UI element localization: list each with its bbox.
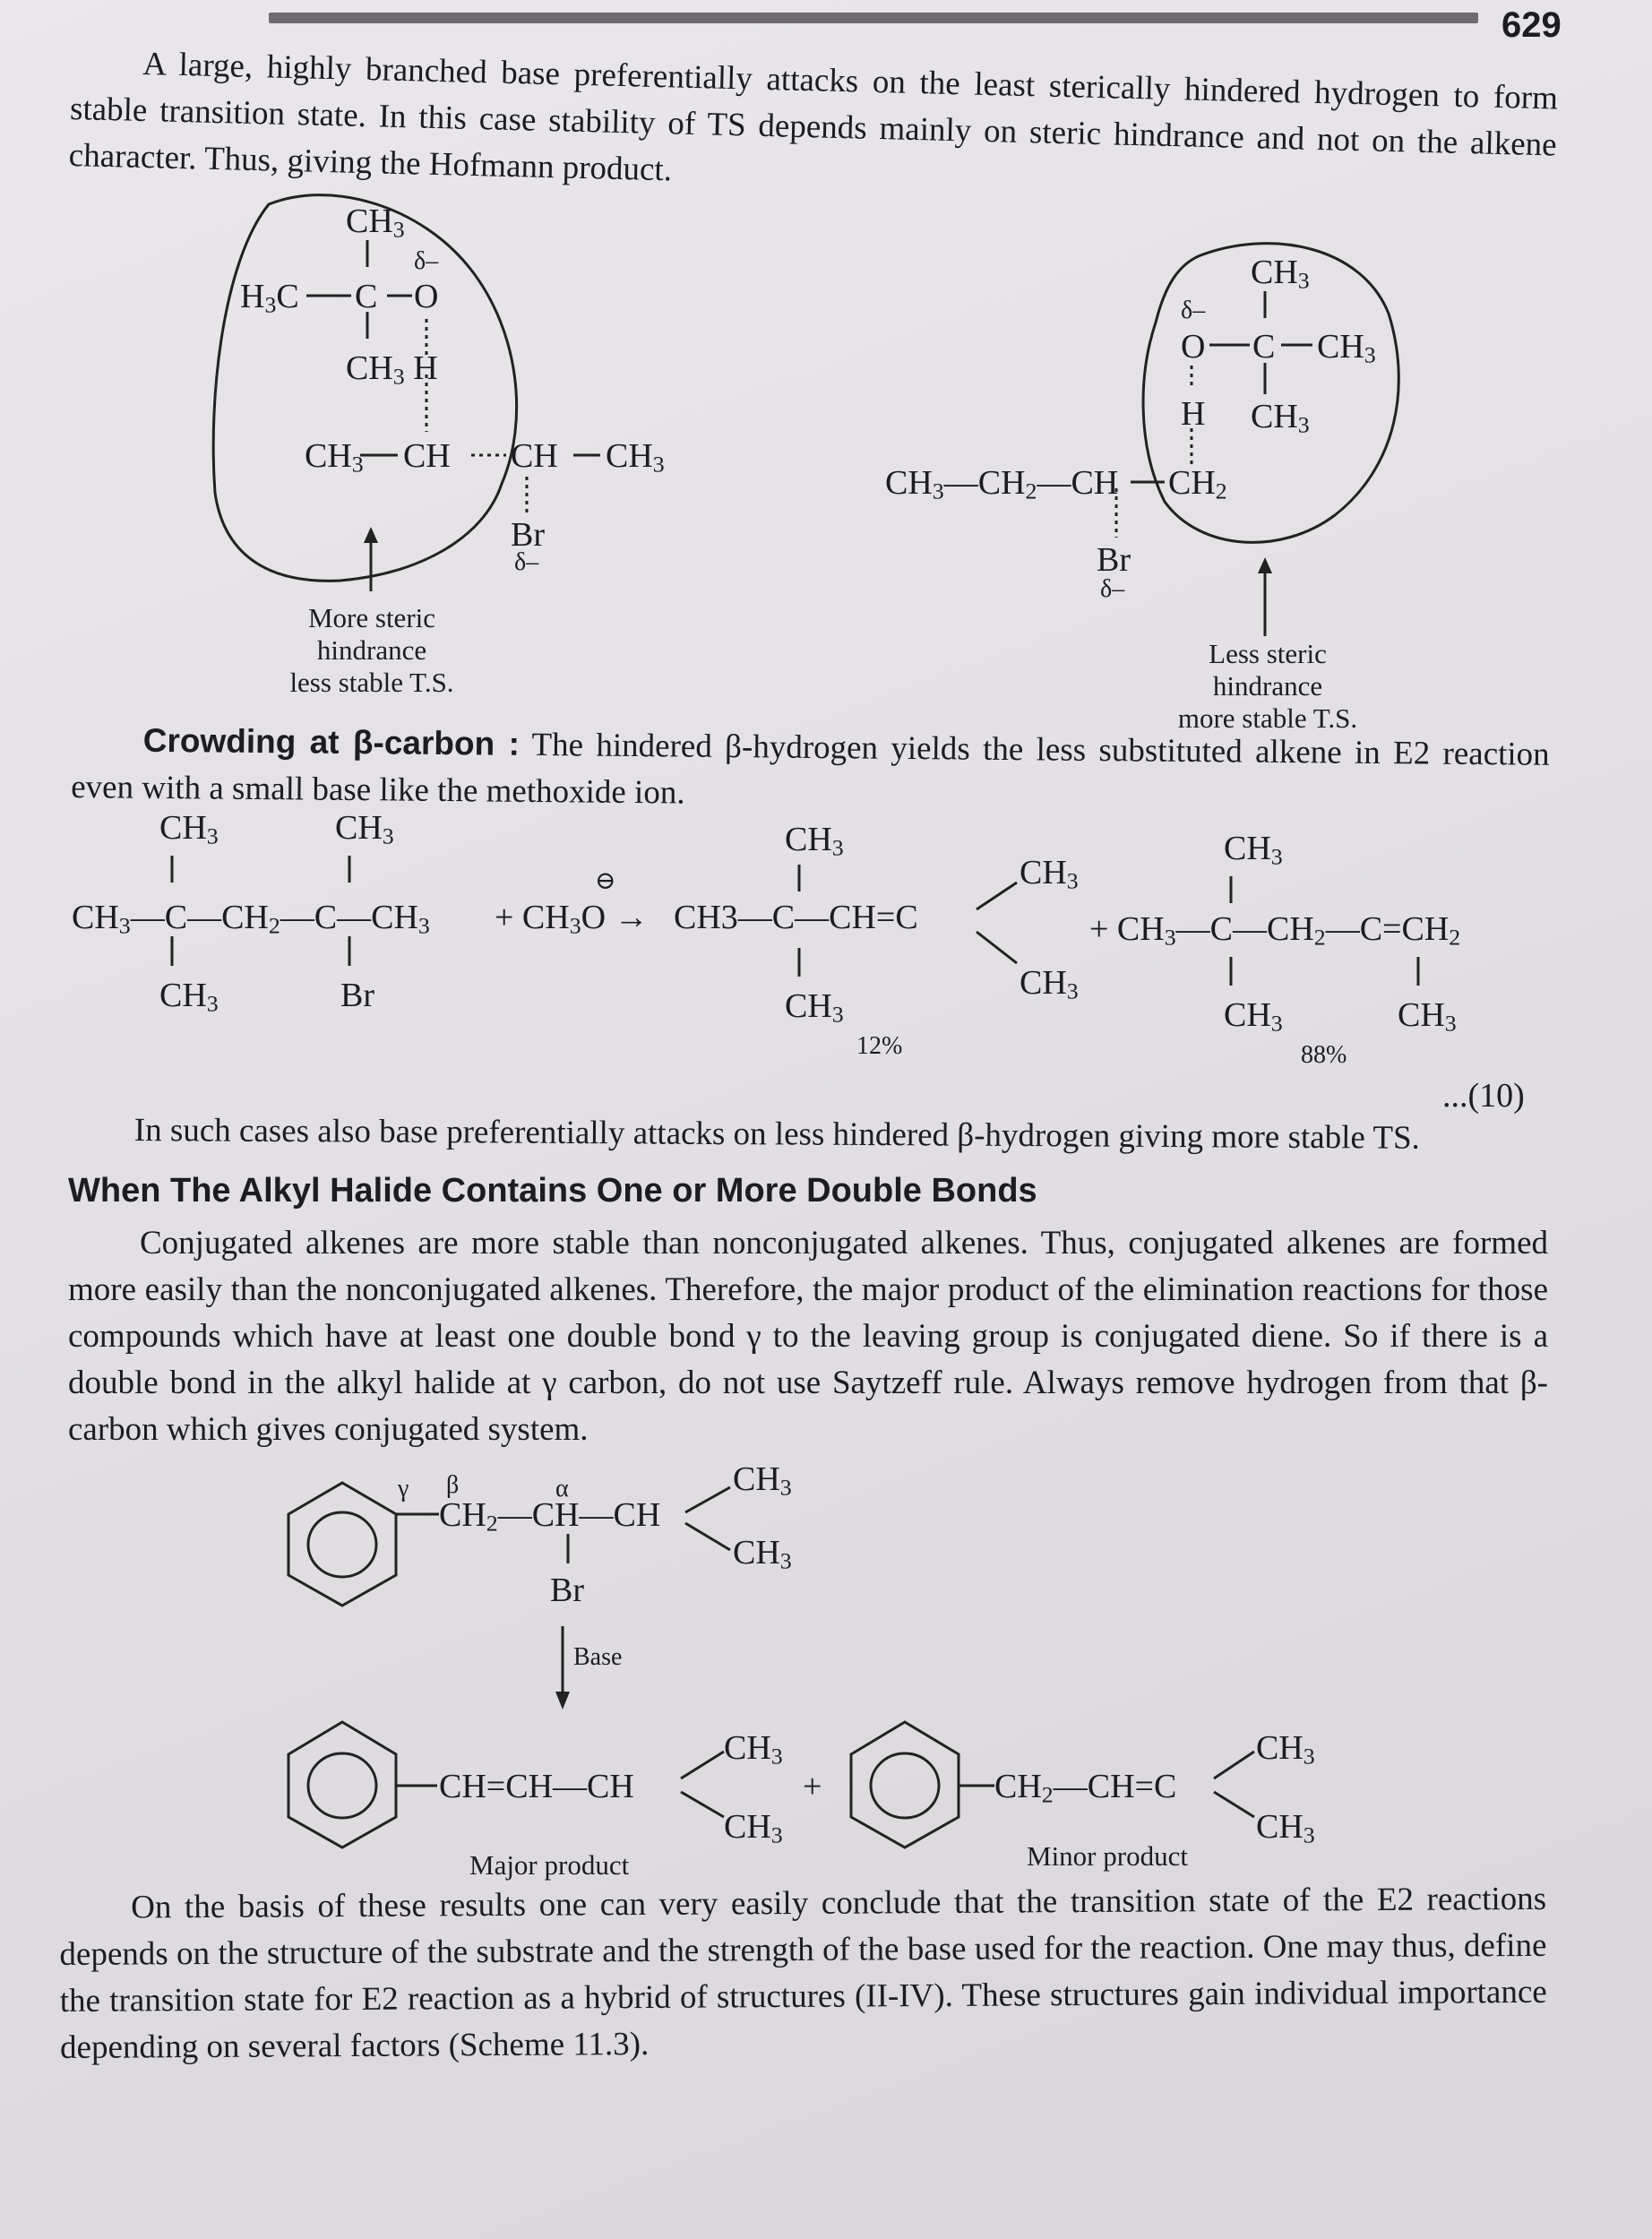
- conclusion-text: On the basis of these results one can very easily conclude that the transition state of the E2 reactions depends on the structure of the substrate and the strength of the base used for the reaction. One may thus, define the transition state for E2 reaction as a hybrid of structures (II-IV). These structures gain individual importance depending on several factors (Scheme 11.3).: [59, 1880, 1547, 2066]
- reactant-ch3-up: $CH_3$: [733, 1460, 792, 1501]
- minor-ch3-down: $CH_3$: [1256, 1808, 1315, 1848]
- ts-right-top-ch3: $CH_3$: [1251, 254, 1310, 294]
- ts-left-delta-o: δ–: [414, 247, 439, 275]
- r10-p1-ch3-down: $CH_3$: [1020, 964, 1079, 1004]
- r10-p1-percent: 12%: [856, 1032, 903, 1060]
- conclusion-paragraph: [59, 1876, 1547, 2071]
- benzene-ring-major: [288, 1722, 396, 1847]
- ts-right-ch2: $CH_2$: [1168, 464, 1227, 504]
- r10-reactant-main: $CH_3—C—CH_2—C—CH_3$: [72, 899, 430, 939]
- label-gamma: γ: [398, 1475, 409, 1503]
- ts-right-o: O: [1181, 328, 1206, 366]
- such-cases-text: In such cases also base preferentially attacks on less hindered β-hydrogen giving more stable TS.: [133, 1111, 1420, 1157]
- section-heading: When The Alkyl Halide Contains One or More Double Bonds: [68, 1172, 1037, 1210]
- ts-right-h: H: [1181, 395, 1206, 433]
- crowding-heading: Crowding at β-carbon :: [142, 721, 521, 762]
- r10-p1-ch3-up: $CH_3$: [1020, 854, 1079, 894]
- double-bond-text: Conjugated alkenes are more stable than nonconjugated alkenes. Thus, conjugated alkenes are formed more easily than the nonconjugated alkenes. Therefore, the major product of the elimination reactions for those compounds which have at least one double bond γ to the leaving group is conjugated diene. So if there is a double bond in the alkyl halide at γ carbon, do not use Saytzeff rule. Always remove hydrogen from that β-carbon which gives conjugated system.: [68, 1225, 1548, 1448]
- ts-left-c: C: [355, 278, 378, 315]
- ts-right-br: Br: [1097, 541, 1131, 579]
- major-ch3-up: $CH_3$: [724, 1729, 783, 1770]
- page-number: 629: [1501, 5, 1562, 45]
- minor-ch3-up: $CH_3$: [1256, 1729, 1315, 1770]
- ts-left-top-ch3: $CH_3$: [346, 202, 405, 243]
- r10-p1-main: CH3—C—CH=C: [674, 899, 918, 936]
- r10-eq-number: ...(10): [1442, 1077, 1525, 1115]
- crowding-text: The hindered β-hydrogen yields the less substituted alkene in E2 reaction even with a small base like the methoxide ion.: [71, 726, 1550, 812]
- r10-p2-bottom2: $CH_3$: [1398, 996, 1457, 1037]
- label-alpha: α: [555, 1475, 569, 1503]
- ts-right-delta-o: δ–: [1181, 297, 1206, 324]
- plus-sign: +: [803, 1768, 822, 1805]
- ts-left-delta-br: δ–: [514, 548, 539, 576]
- ts-left-o: O: [414, 278, 439, 315]
- double-bond-paragraph: [68, 1220, 1548, 1453]
- ts-left-ch3-h: $CH_3$ H: [346, 349, 438, 390]
- ts-right-caption: Less steric hindrance more stable T.S.: [1177, 638, 1358, 734]
- ts-right-c: C: [1252, 328, 1276, 366]
- reactant-chain: $CH_2—CH—CH$: [439, 1496, 661, 1537]
- crowding-paragraph: [71, 717, 1550, 825]
- major-chain: CH=CH—CH: [439, 1768, 634, 1805]
- reactant-br: Br: [550, 1572, 584, 1609]
- r10-p1-top: $CH_3$: [785, 821, 844, 861]
- r10-p1-bottom: $CH_3$: [785, 987, 844, 1028]
- ts-right-delta-br: δ–: [1100, 575, 1125, 603]
- r10-p2-bottom1: $CH_3$: [1224, 996, 1283, 1037]
- ts-left-caption: More steric hindrance less stable T.S.: [289, 602, 454, 698]
- major-ch3-down: $CH_3$: [724, 1808, 783, 1848]
- label-beta: β: [446, 1471, 460, 1499]
- minor-product-label: Minor product: [1027, 1840, 1188, 1872]
- ts-right-ch3-bottom: $CH_3$: [1251, 398, 1310, 438]
- ts-left-ch3-end: $CH_3$: [606, 437, 665, 478]
- r10-p2-percent: 88%: [1301, 1041, 1347, 1069]
- r10-p2-top: $CH_3$: [1224, 830, 1283, 870]
- base-label: Base: [573, 1643, 623, 1671]
- r10-base: + $CH_3O$ →: [495, 899, 649, 939]
- r10-reactant-top2: $CH_3$: [335, 809, 394, 849]
- benzene-ring-minor: [851, 1722, 959, 1847]
- ts-left-ch: CH: [403, 437, 451, 475]
- major-product-label: Major product: [469, 1849, 630, 1881]
- r10-p2-main: + $CH_3—C—CH_2—C=CH_2$: [1089, 910, 1461, 951]
- r10-reactant-bottom1: $CH_3$: [159, 977, 219, 1017]
- ts-right-chain: $CH_3—CH_2—CH$: [885, 464, 1119, 504]
- minor-chain: $CH_2—CH=C$: [994, 1768, 1177, 1808]
- ts-left-h3c: $H_3C$: [240, 278, 299, 318]
- r10-reactant-bottom2: Br: [340, 977, 374, 1014]
- reactant-ch3-down: $CH_3$: [733, 1534, 792, 1574]
- r10-reactant-top1: $CH_3$: [159, 809, 219, 849]
- ts-right-ch3-right: $CH_3$: [1317, 328, 1376, 368]
- ts-left-ch2: CH: [511, 437, 558, 475]
- ts-left-ch3: $CH_3$: [305, 437, 364, 478]
- intro-text: A large, highly branched base preferentially attacks on the least sterically hindered hydrogen to form stable transition state. In this case stability of TS depends mainly on steric hindrance and not on the alkene character. Thus, giving the Hofmann product.: [68, 45, 1559, 189]
- r10-minus-sign: ⊖: [595, 867, 616, 895]
- ts-left-br: Br: [511, 516, 545, 554]
- benzene-ring-reactant: [288, 1483, 396, 1606]
